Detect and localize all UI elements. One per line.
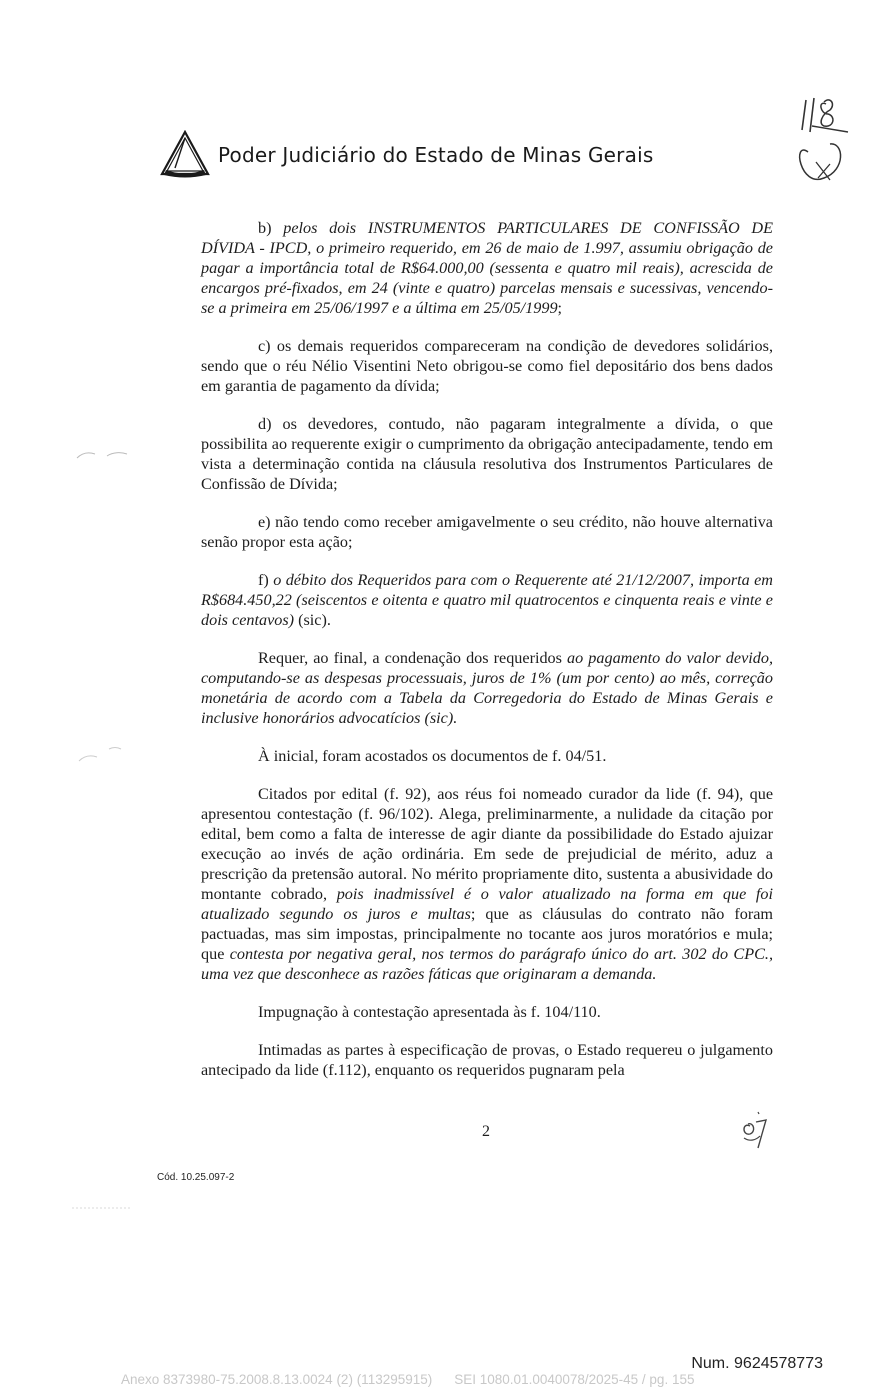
paragraph-c: c) os demais requeridos compareceram na condição de devedores solidários, sendo que o réu Nélio Visentini Neto obrigou-se como fiel depositário dos bens dados em garantia de pagamento da dívida; bbox=[201, 337, 773, 395]
paragraph-f bbox=[201, 570, 773, 630]
document-body bbox=[201, 218, 773, 1098]
form-code: Cód. 10.25.097-2 bbox=[157, 1172, 235, 1183]
scan-smudge bbox=[75, 745, 125, 765]
footer-anexo: Anexo 8373980-75.2008.8.13.0024 (2) (113295915) bbox=[121, 1372, 433, 1387]
footer-stamp bbox=[121, 1372, 694, 1387]
footer-sei: SEI 1080.01.0040078/2025-45 / pg. 155 bbox=[454, 1372, 695, 1387]
paragraph-d: d) os devedores, contudo, não pagaram integralmente a dívida, o que possibilita ao requerente exigir o cumprimento da obrigação antecipadamente, tendo em vista a determinação contida na cláusula resolutiva dos Instrumentos Particulares de Confissão de Dívida; bbox=[201, 415, 773, 493]
paragraph-f-end: . bbox=[326, 611, 331, 629]
paragraph-inicial: À inicial, foram acostados os documentos de f. 04/51. bbox=[258, 747, 607, 765]
paragraph-b-end: ; bbox=[557, 299, 563, 317]
paragraph-impugnacao: Impugnação à contestação apresentada às f. 104/110. bbox=[258, 1003, 601, 1021]
handwritten-folio-mark bbox=[790, 92, 860, 187]
paragraph-b-lead: b) bbox=[258, 219, 284, 237]
paragraph-citados-part2: ; que as cláusulas do contrato não foram pactuadas, mas sim impostas, principalmente no tocante aos juros moratórios e mula; que bbox=[201, 905, 773, 963]
paragraph-requer-lead: Requer, ao final, a condenação dos requeridos bbox=[258, 649, 568, 667]
scan-smudge bbox=[72, 1206, 132, 1210]
paragraph-b bbox=[201, 218, 773, 318]
paragraph-intimadas: Intimadas as partes à especificação de provas, o Estado requereu o julgamento antecipado da lide (f.112), enquanto os requeridos pugnaram pela bbox=[201, 1041, 773, 1079]
document-number: Num. 9624578773 bbox=[691, 1355, 823, 1372]
scan-smudge bbox=[75, 448, 130, 462]
header-title: Poder Judiciário do Estado de Minas Gerais bbox=[218, 143, 654, 167]
paragraph-b-text: pelos dois INSTRUMENTOS PARTICULARES DE CONFISSÃO DE DÍVIDA - IPCD, o primeiro requerido, em 26 de maio de 1.997, assumiu obrigação de pagar a importância total de R$64.000,00 (sessenta e quatro mil reais), acrescida de encargos pré-fixados, em 24 (vinte e quatro) parcelas mensais e sucessivas, vencendo-se a primeira em 25/06/1997 e a última em 25/05/1999 bbox=[201, 219, 773, 317]
paragraph-requer-text: ao pagamento do valor devido, computando-se as despesas processuais, juros de 1% (um por cento) ao mês, correção monetária de acordo com a Tabela da Corregedoria do Estado de Minas Gerais e inclusive honorários advocatícios (sic). bbox=[201, 649, 773, 727]
triangle-emblem-icon bbox=[160, 130, 210, 178]
paragraph-citados-italic2: contesta por negativa geral, nos termos do parágrafo único do art. 302 do CPC., uma vez que desconhece as razões fáticas que originaram a demanda. bbox=[201, 945, 774, 983]
paragraph-e: e) não tendo como receber amigavelmente o seu crédito, não houve alternativa senão propor esta ação; bbox=[201, 513, 773, 551]
paragraph-f-text: o débito dos Requeridos para com o Requerente até 21/12/2007, importa em R$684.450,22 (seiscentos e oitenta e quatro mil quatrocentos e cinquenta reais e vinte e dois centavos) bbox=[201, 571, 773, 629]
paragraph-citados-part1: Citados por edital (f. 92), aos réus foi nomeado curador da lide (f. 94), que apresentou contestação (f. 96/102). Alega, preliminarmente, a nulidade da citação por edital, bem como a falta de interesse de agir diante da possibilidade do Estado ajuizar execução ao invés de ação ordinária. Em sede de prejudicial de mérito, aduz a prescrição da pretensão autoral. No mérito propriamente dito, sustenta a abusividade do montante cobrado, bbox=[201, 785, 773, 903]
paragraph-requer bbox=[201, 648, 773, 728]
handwritten-initials bbox=[736, 1108, 772, 1152]
paragraph-f-sic: (sic) bbox=[298, 611, 327, 629]
paragraph-citados bbox=[201, 784, 773, 984]
page-number: 2 bbox=[482, 1123, 490, 1140]
paragraph-f-lead: f) bbox=[258, 571, 274, 589]
paragraph-citados-italic1: pois inadmissível é o valor atualizado na forma em que foi atualizado segundo os juros e multas bbox=[201, 885, 773, 923]
